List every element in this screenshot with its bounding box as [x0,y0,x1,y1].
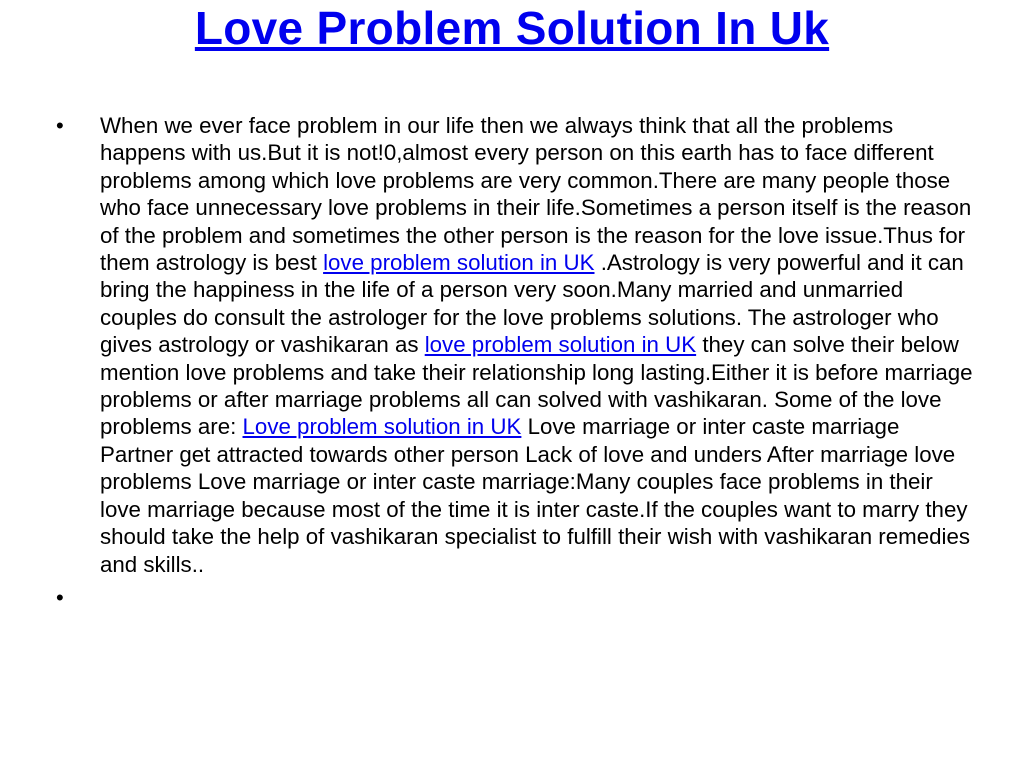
paragraph-text-1: When we ever face problem in our life then we always think that all the problems happens with us.But it is not!0,almost every person on this earth has to face different problems among which love problems are very common.There are many people those who face unnecessary love problems in their life.Sometimes a person itself is the reason of the problem and sometimes the other person is the reason for the love issue.Thus for them astrology is best [100,113,972,276]
bullet-item-1 [56,112,976,578]
body-paragraph [100,112,976,578]
bullet-icon: • [56,113,64,138]
bullet-icon: • [56,584,64,610]
bullet-list [56,112,976,612]
link-love-problem-solution-2[interactable]: love problem solution in UK [424,332,697,358]
link-love-problem-solution-1[interactable]: love problem solution in UK [323,250,595,276]
bullet-item-2 [56,584,976,612]
paragraph-text-4: Love marriage or inter caste marriage Partner get attracted towards other person Lack of love and unders After marriage love problems Love marriage or inter caste marriage:Many couples face problems in their love marriage because most of the time it is inter caste.If the couples want to marry they should take the help of vashikaran specialist to fulfill their wish with vashikaran remedies and skills.. [100,414,971,577]
link-love-problem-solution-3[interactable]: Love problem solution in UK [242,414,522,440]
paragraph-text-3: they can solve their below mention love problems and take their relationship long lasting.Either it is before marriage problems or after marriage problems all can solved with vashikaran. Some of the love problems are: [100,332,973,440]
paragraph-text-2: .Astrology is very powerful and it can bring the happiness in the life of a person very soon.Many married and unmarried couples do consult the astrologer for the love problems solutions. The astrologer who gives astrology or vashikaran as [100,250,964,358]
page-title[interactable]: Love Problem Solution In Uk [194,2,830,54]
